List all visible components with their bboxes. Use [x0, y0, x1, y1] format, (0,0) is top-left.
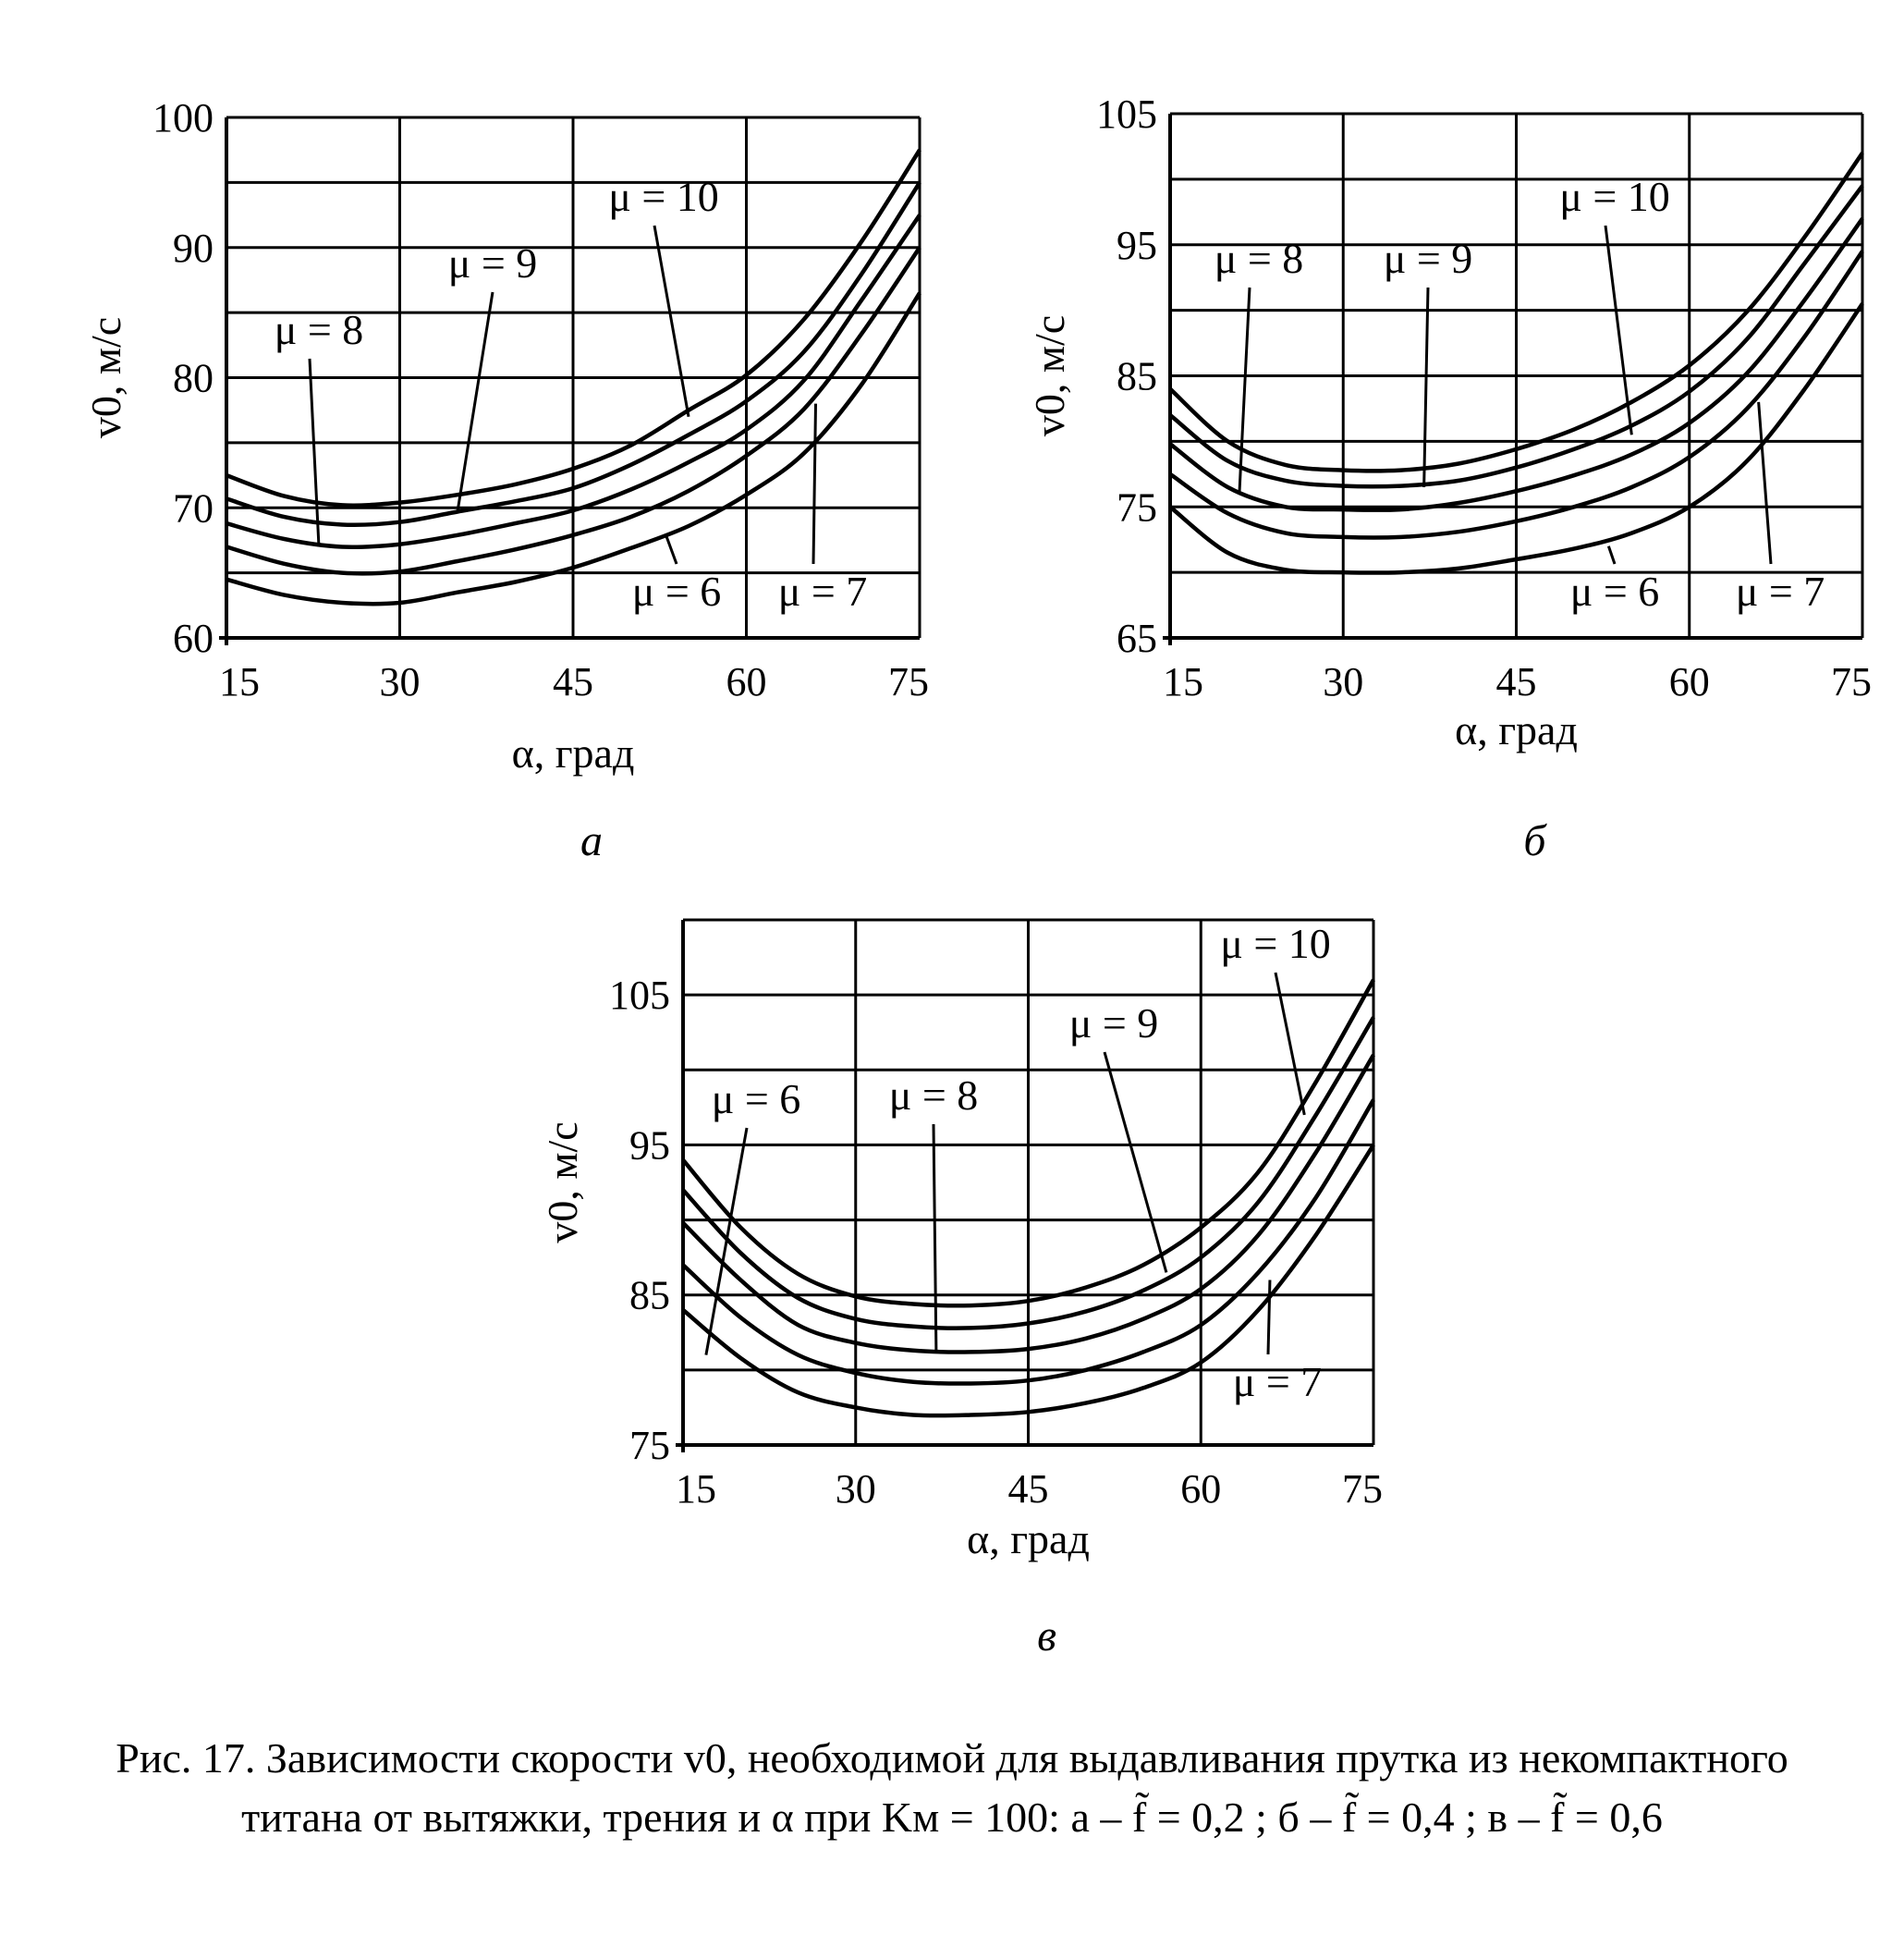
- annotation-leader: [310, 359, 319, 546]
- y-tick-label: 90: [173, 225, 214, 271]
- annotation-label: μ = 10: [1559, 173, 1670, 220]
- y-tick-label: 80: [173, 355, 214, 401]
- x-tick-label: 75: [1831, 659, 1872, 704]
- annotation-leader: [706, 1128, 747, 1355]
- annotation-leader: [1239, 288, 1250, 494]
- y-axis-title: v0, м/с: [1026, 314, 1073, 437]
- annotation-leader: [813, 404, 816, 564]
- x-tick-label: 45: [553, 659, 593, 704]
- annotation-leader: [458, 292, 493, 511]
- annotation-label: μ = 9: [447, 239, 538, 287]
- x-axis-title: α, град: [967, 1515, 1090, 1562]
- y-tick-label: 100: [153, 95, 214, 141]
- x-tick-label: 75: [888, 659, 929, 704]
- y-axis-title: v0, м/с: [539, 1121, 586, 1243]
- y-tick-label: 95: [629, 1122, 670, 1169]
- x-tick-label: 30: [835, 1466, 876, 1512]
- annotation-label: μ = 10: [608, 173, 719, 220]
- panel-letter: а: [580, 816, 603, 865]
- annotation-label: μ = 7: [1735, 568, 1825, 615]
- annotation-leader: [1105, 1052, 1166, 1272]
- annotation-label: μ = 10: [1220, 920, 1331, 967]
- annotation-label: μ = 8: [888, 1071, 979, 1119]
- y-tick-label: 75: [1117, 484, 1157, 531]
- x-tick-label: 15: [1163, 659, 1203, 704]
- x-axis-title: α, град: [511, 729, 635, 777]
- chart-panel-1: [82, 95, 929, 865]
- annotation-label: μ = 8: [1214, 235, 1304, 282]
- annotation-leader: [1759, 402, 1771, 564]
- figure-caption-line-2: титана от вытяжки, трения и α при Kм = 100: а – f̃ = 0,2 ; б – f̃ = 0,4 ; в – f̃ = 0,6: [241, 1794, 1663, 1841]
- annotation-leader: [934, 1124, 936, 1352]
- x-axis-title: α, град: [1455, 706, 1578, 753]
- chart-panel-3: [539, 920, 1383, 1660]
- annotation-label: μ = 7: [1232, 1358, 1323, 1405]
- y-tick-label: 105: [609, 973, 670, 1019]
- x-tick-label: 45: [1495, 659, 1537, 704]
- y-tick-label: 75: [629, 1423, 670, 1468]
- y-tick-label: 85: [1117, 353, 1157, 399]
- panel-letter: в: [1037, 1611, 1056, 1660]
- annotation-label: μ = 9: [1068, 999, 1159, 1047]
- annotation-label: μ = 6: [711, 1075, 801, 1122]
- x-tick-label: 60: [1668, 659, 1710, 704]
- annotation-leader: [1424, 288, 1428, 487]
- annotation-leader: [1608, 546, 1615, 564]
- y-tick-label: 70: [173, 485, 214, 532]
- annotation-label: μ = 9: [1383, 235, 1473, 282]
- y-axis-title: v0, м/с: [82, 316, 129, 439]
- annotation-leader: [665, 533, 677, 564]
- annotation-leader: [1268, 1280, 1270, 1354]
- annotation-label: μ = 6: [631, 568, 722, 615]
- y-tick-label: 60: [173, 616, 214, 661]
- y-tick-label: 65: [1117, 616, 1157, 661]
- x-tick-label: 45: [1007, 1466, 1049, 1512]
- x-tick-label: 15: [676, 1466, 716, 1512]
- panel-letter: б: [1523, 816, 1546, 865]
- x-tick-label: 60: [726, 659, 767, 704]
- y-tick-label: 105: [1096, 92, 1157, 137]
- x-tick-label: 75: [1342, 1466, 1383, 1512]
- annotation-leader: [1605, 226, 1631, 435]
- x-tick-label: 60: [1180, 1466, 1222, 1512]
- annotation-label: μ = 8: [274, 306, 364, 353]
- figure-caption-line-1: Рис. 17. Зависимости скорости v0, необходимой для выдавливания прутка из некомпактного: [116, 1734, 1788, 1782]
- chart-panel-2: [1026, 92, 1872, 865]
- x-tick-label: 15: [219, 659, 260, 704]
- annotation-label: μ = 6: [1569, 568, 1660, 615]
- annotation-leader: [654, 226, 689, 417]
- y-tick-label: 85: [629, 1272, 670, 1318]
- x-tick-label: 30: [379, 659, 421, 704]
- x-tick-label: 30: [1323, 659, 1364, 704]
- annotation-label: μ = 7: [777, 568, 868, 615]
- y-tick-label: 95: [1117, 222, 1157, 268]
